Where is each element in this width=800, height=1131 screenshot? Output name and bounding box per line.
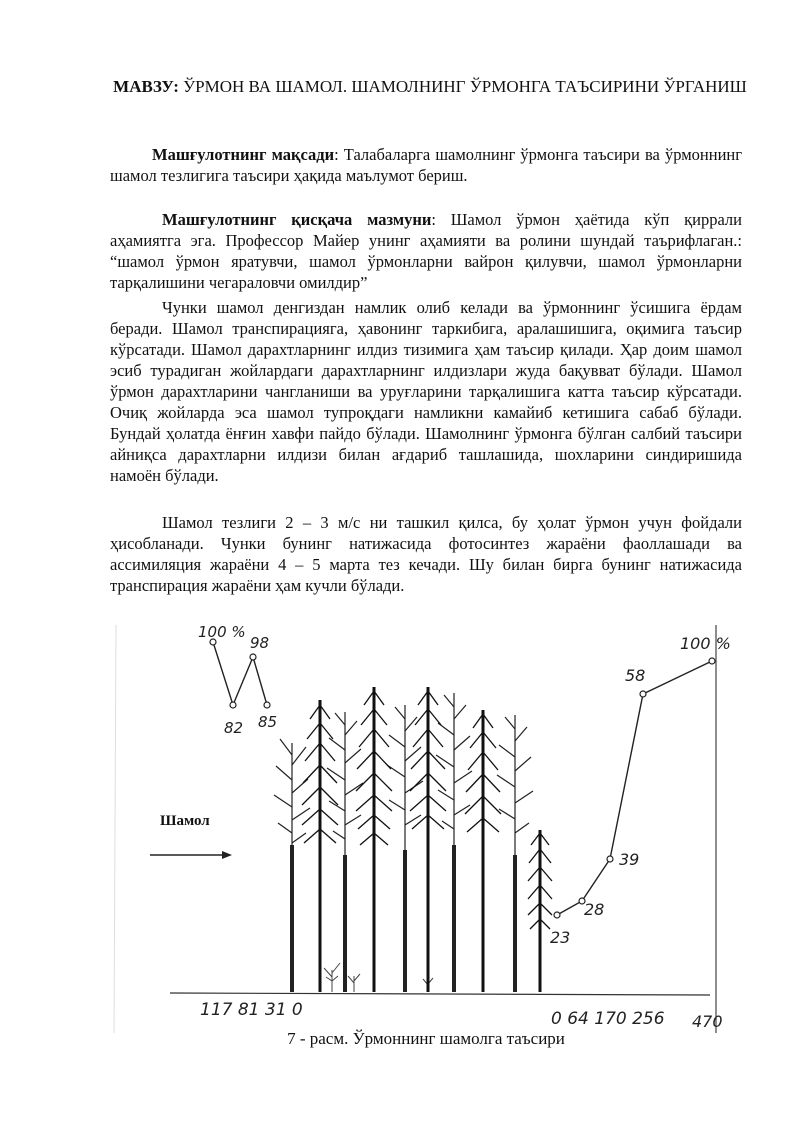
summary-text: : Шамол ўрмон ҳаётида кўп қиррали аҳамиятга эга. Профессор Майер унинг аҳамияти ва ролини шундай таърифлаган.: “шамол ўрмон яратувчи, шамол ўрмонларни вайрон қилувчи, шамол ўрмонларни тарқалишини чегараловчи омилдир”: [110, 210, 742, 292]
left-distance-labels: 117 81 31 0: [200, 1000, 303, 1020]
wind-speed-paragraph: Шамол тезлиги 2 – 3 м/с ни ташкил қилса, бу ҳолат ўрмон учун фойдали ҳисобланади. Чунки бунинг натижасида фотосинтез жараёни фаоллашади ва ассимиляция жараёни 4 – 5 марта тез кечади. Шу билан бирга бунинг натижасида транспирация жараёни ҳам кучли бўлади.: [110, 513, 742, 595]
leeward-point: [640, 691, 646, 697]
title-label: МАВЗУ:: [113, 77, 179, 96]
label-left-100: 100 %: [198, 623, 246, 641]
forest-wind-figure: [110, 615, 731, 1033]
label-right-58: 58: [625, 666, 646, 685]
windward-point: [250, 654, 256, 660]
summary-label: Машғулотнинг қисқача мазмуни: [162, 210, 432, 229]
wind-label: Шамол: [160, 813, 210, 829]
scan-edge-left: [114, 625, 116, 1033]
title-text: ЎРМОН ВА ШАМОЛ. ШАМОЛНИНГ ЎРМОНГА ТАЪСИРИНИ ЎРГАНИШ: [183, 77, 747, 96]
label-right-28: 28: [584, 900, 605, 919]
windward-point: [230, 702, 236, 708]
ground-line: [170, 993, 710, 995]
goal-paragraph: [110, 144, 742, 186]
right-distance-labels: 0 64 170 256: [551, 1009, 665, 1029]
forest-wind-drawing: [110, 615, 731, 1033]
leeward-point: [709, 658, 715, 664]
deciduous-trees: [274, 693, 533, 992]
summary-paragraph: [110, 209, 742, 293]
wind-arrow-head: [222, 851, 232, 859]
wind-effects-paragraph: Чунки шамол денгиздан намлик олиб келади ва ўрмоннинг ўсишига ёрдам беради. Шамол транспирацияга, ҳавонинг таркибига, аралашишига, оқимига таъсир кўрсатади. Шамол дарахтларнинг илдиз тизимига ҳам таъсир қилади. Ҳар доим шамол эсиб турадиган жойлардаги дарахтларнинг илдизлари жуда бақувват бўлади. Шамол ўрмон дарахтларини чангланиши ва уруғларини тарқалишига катта таъсир кўрсатади. Очиқ жойларда эса шамол тупроқдаги намликни камайиб кетишига сабаб бўлади. Бундай ҳолатда ёнғин хавфи пайдо бўлади. Шамолнинг ўрмонга бўлган салбий таъсири айниқса дарахтларни илдизи билан ағдариб ташлашида, шохларини синдиришида намоён бўлади.: [110, 298, 742, 485]
label-left-85: 85: [258, 713, 278, 731]
label-right-39: 39: [619, 850, 640, 869]
goal-text: : Талабаларга шамолнинг ўрмонга таъсири ва ўрмоннинг шамол тезлигига таъсири ҳақида маълумот бериш.: [110, 145, 742, 185]
far-distance-label: 470: [692, 1012, 723, 1031]
goal-label: Машғулотнинг мақсади: [152, 145, 335, 164]
label-left-98: 98: [250, 634, 270, 652]
leeward-point: [554, 912, 560, 918]
label-right-100: 100 %: [680, 634, 731, 653]
shrubs: [324, 963, 433, 992]
label-left-82: 82: [224, 719, 244, 737]
figure-caption: 7 - расм. Ўрмоннинг шамолга таъсири: [287, 1029, 565, 1048]
leeward-speed-line: [557, 661, 712, 915]
leeward-point: [607, 856, 613, 862]
label-right-23: 23: [550, 928, 571, 947]
page-title: [110, 76, 750, 98]
windward-point: [264, 702, 270, 708]
